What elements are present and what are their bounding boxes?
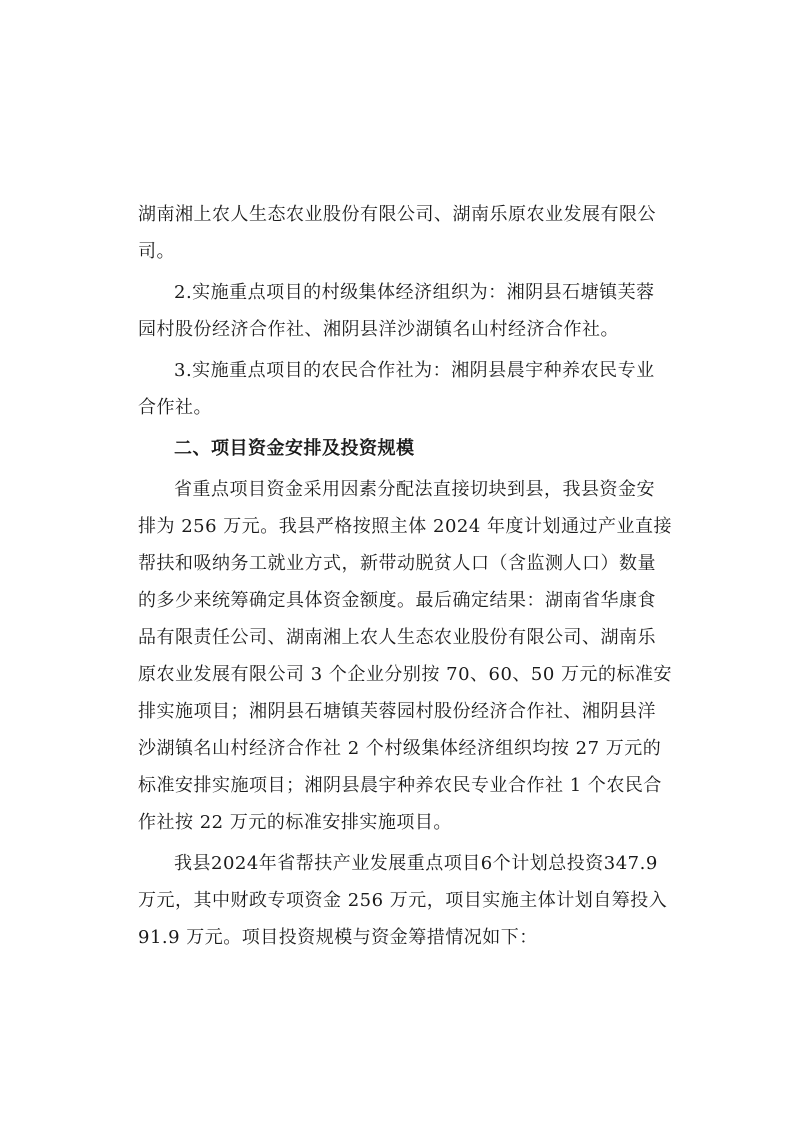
text-line: 91.9 万元。项目投资规模与资金筹措情况如下： (138, 927, 538, 948)
text-line: 万元，其中财政专项资金 256 万元，项目实施主体计划自筹投入 (138, 890, 668, 911)
text-line: 排为 256 万元。我县严格按照主体 2024 年度计划通过产业直接 (138, 516, 673, 537)
text-line: 沙湖镇名山村经济合作社 2 个村级集体经济组织均按 27 万元的 (138, 738, 662, 759)
paragraph-fund-allocation (138, 471, 672, 841)
text-line: 省重点项目资金采用因素分配法直接切块到县，我县资金安 (174, 479, 655, 500)
text-line: 园村股份经济合作社、湘阴县洋沙湖镇名山村经济合作社。 (138, 319, 619, 340)
document-body (138, 196, 672, 956)
text-line: 合作社。 (138, 397, 212, 418)
paragraph-farmer-cooperative (138, 352, 672, 426)
text-line: 作社按 22 万元的标准安排实施项目。 (138, 812, 452, 833)
text-line: 原农业发展有限公司 3 个企业分别按 70、60、50 万元的标准安 (138, 664, 673, 685)
text-line: 标准安排实施项目；湘阴县晨宇种养农民专业合作社 1 个农民合 (138, 775, 662, 796)
text-line: 湖南湘上农人生态农业股份有限公司、湖南乐原农业发展有限公 (138, 204, 656, 225)
heading-text: 二、项目资金安排及投资规模 (174, 438, 415, 459)
text-line: 的多少来统筹确定具体资金额度。最后确定结果：湖南省华康食 (138, 590, 656, 611)
text-line: 我县2024年省帮扶产业发展重点项目6个计划总投资347.9 (174, 853, 658, 874)
text-line: 帮扶和吸纳务工就业方式，新带动脱贫人口（含监测人口）数量 (138, 553, 656, 574)
text-line: 品有限责任公司、湖南湘上农人生态农业股份有限公司、湖南乐 (138, 627, 656, 648)
text-line: 排实施项目；湘阴县石塘镇芙蓉园村股份经济合作社、湘阴县洋 (138, 701, 656, 722)
text-line: 3.实施重点项目的农民合作社为：湘阴县晨宇种养农民专业 (174, 360, 655, 381)
section-heading (138, 430, 672, 467)
paragraph-village-collectives (138, 274, 672, 348)
paragraph-company-list-continued (138, 196, 672, 270)
text-line: 司。 (138, 241, 175, 262)
text-line: 2.实施重点项目的村级集体经济组织为：湘阴县石塘镇芙蓉 (174, 282, 655, 303)
paragraph-investment-scale (138, 845, 672, 956)
